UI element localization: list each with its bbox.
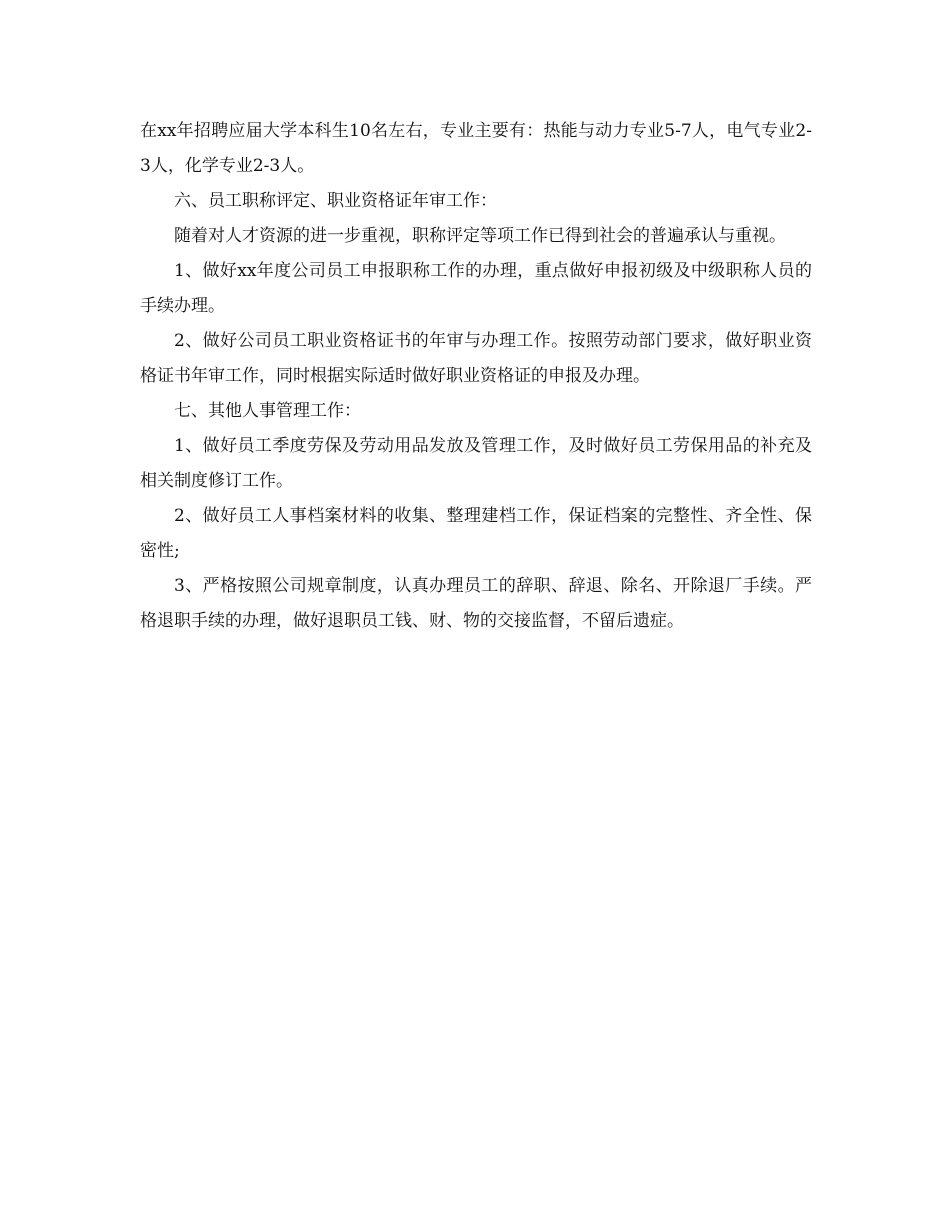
section-heading-other-personnel: 七、其他人事管理工作： [174,401,361,421]
paragraph-personnel-archives: 2、做好员工人事档案材料的收集、整理建档工作，保证档案的完整性、齐全性、保密性; [140,506,812,561]
paragraph-recruitment: 在xx年招聘应届大学本科生10名左右，专业主要有：热能与动力专业5-7人，电气专业2-3人，化学专业2-3人。 [140,121,812,176]
paragraph-certificate-review: 2、做好公司员工职业资格证书的年审与办理工作。按照劳动部门要求，做好职业资格证书年审工作，同时根据实际适时做好职业资格证的申报及办理。 [140,331,812,386]
paragraph-title-application: 1、做好xx年度公司员工申报职称工作的办理，重点做好申报初级及中级职称人员的手续办理。 [140,261,812,316]
document-body [140,114,812,639]
paragraph-resignation-procedures: 3、严格按照公司规章制度，认真办理员工的辞职、辞退、除名、开除退厂手续。严格退职手续的办理，做好退职员工钱、财、物的交接监督，不留后遗症。 [140,576,812,631]
paragraph-labor-protection: 1、做好员工季度劳保及劳动用品发放及管理工作，及时做好员工劳保用品的补充及相关制度修订工作。 [140,436,812,491]
section-heading-title-evaluation: 六、员工职称评定、职业资格证年审工作： [174,191,497,211]
paragraph-title-evaluation-intro: 随着对人才资源的进一步重视，职称评定等项工作已得到社会的普遍承认与重视。 [174,226,786,246]
